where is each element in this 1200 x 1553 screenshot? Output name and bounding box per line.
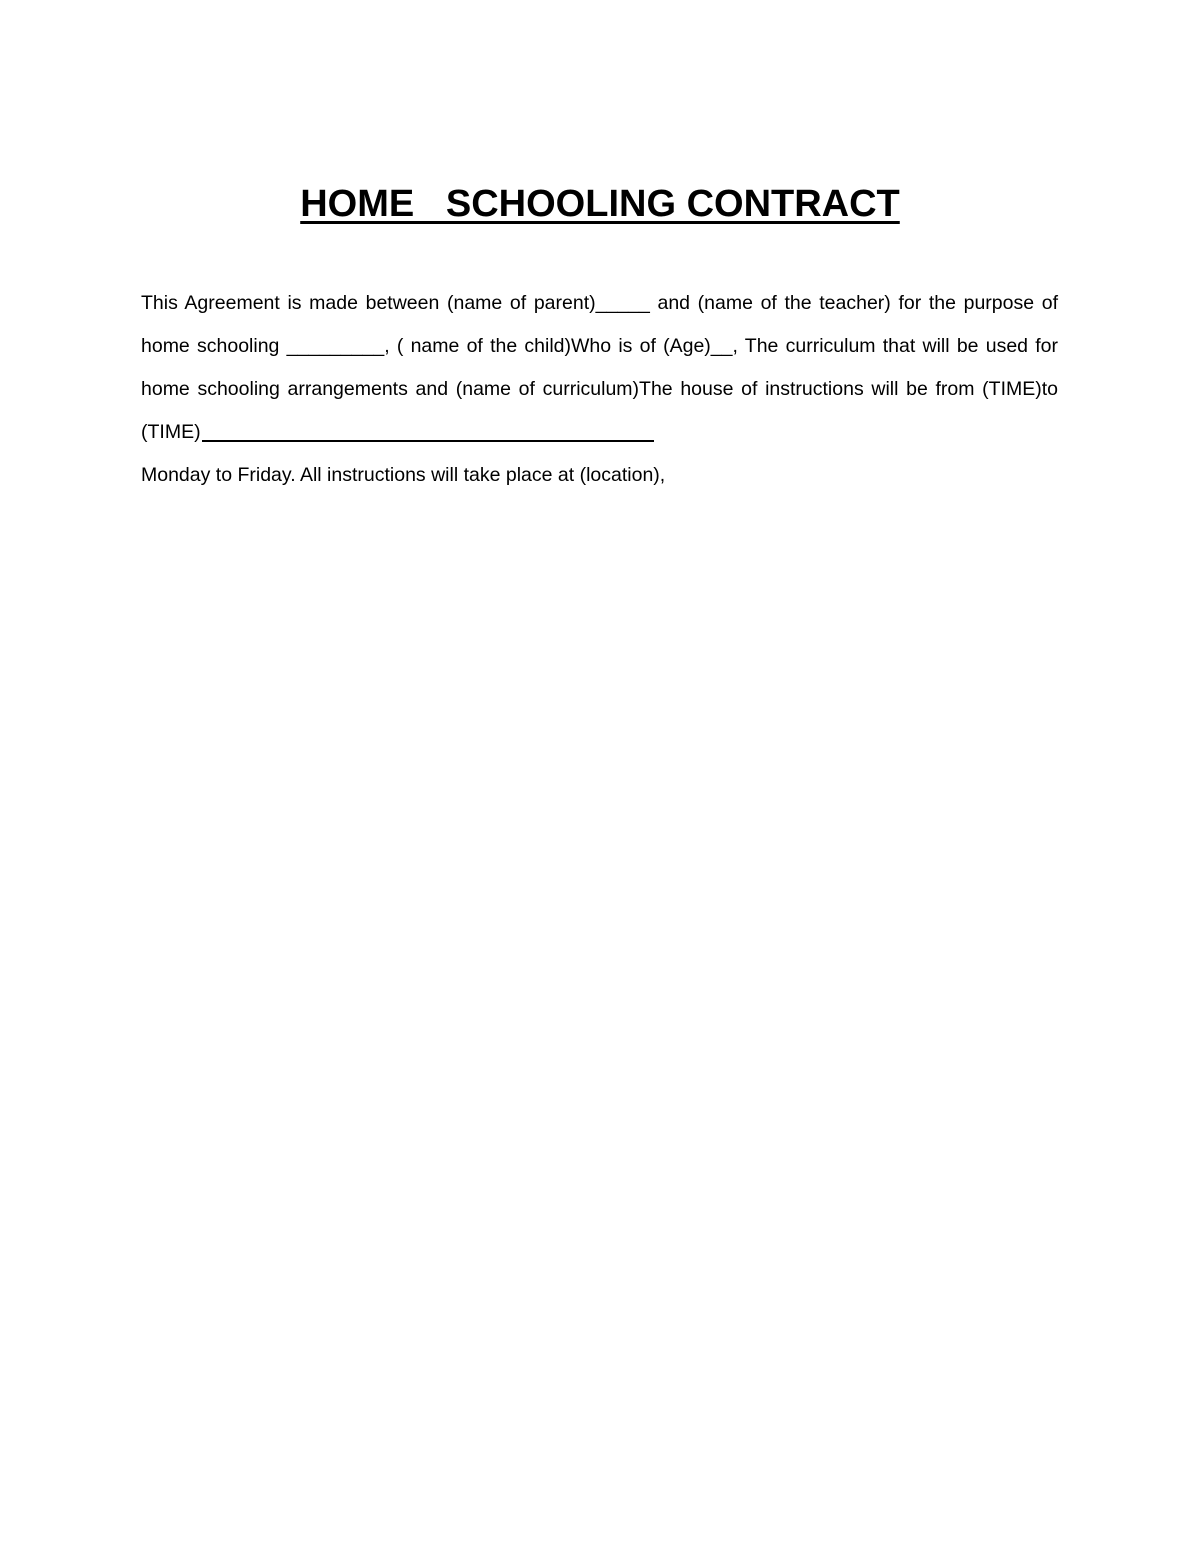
time-blank-underline <box>202 440 654 442</box>
document-title <box>0 178 1200 230</box>
document-body <box>141 282 1058 497</box>
agreement-paragraph <box>141 282 1058 454</box>
schedule-paragraph: Monday to Friday. All instructions will take place at (location), <box>141 464 666 486</box>
agreement-paragraph-text: This Agreement is made between (name of parent)_____ and (name of the teacher) for the purpose of home schooling _________, ( name of the child)Who is of (Age)__, The curriculum that will be used for home schooling arrangements and (name of curriculum)The house of instructions will be from (TIME)to (TIME) <box>141 292 1058 443</box>
document-title-text: HOME SCHOOLING CONTRACT <box>300 183 900 225</box>
